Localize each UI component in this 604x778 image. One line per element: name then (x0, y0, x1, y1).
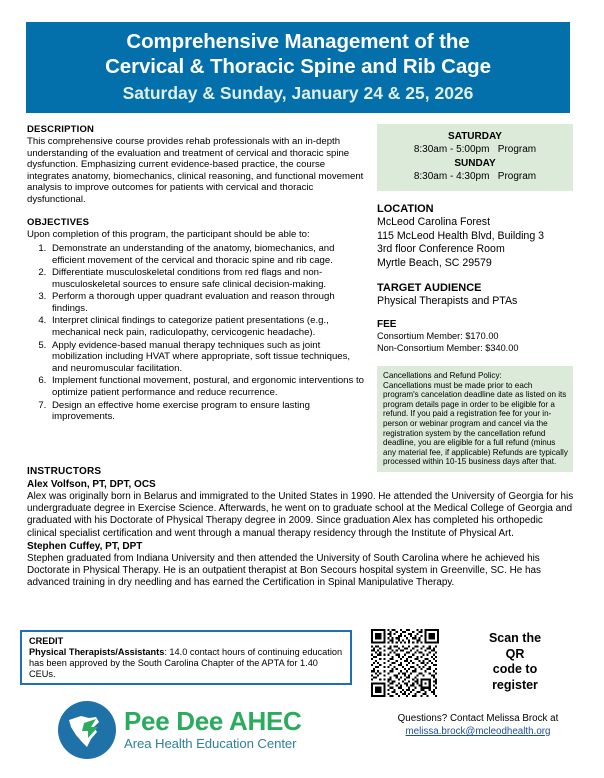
instructor-entry (27, 478, 575, 540)
description-text: This comprehensive course provides rehab professionals with an in-depth understanding of the evaluation and treatment of cervical and thoracic spine dysfunction. Emphasizing current evidence-based practice, the course integrates anatomy, biomechanics, clinical reasoning, and functional movement analysis to improve outcomes for patients with cervical and thoracic dysfunctional. (27, 136, 364, 205)
refund-policy-title: Cancellations and Refund Policy: (383, 371, 502, 380)
schedule-time-value: 8:30am - 4:30pm (413, 171, 490, 182)
credit-bold-lead: Physical Therapists/Assistants (29, 647, 165, 657)
fee-section (377, 319, 573, 355)
list-item: 7. Design an effective home exercise program to ensure lasting improvements. (49, 400, 367, 424)
contact-question: Questions? Contact Melissa Brock at (397, 713, 559, 724)
banner-dates: Saturday & Sunday, January 24 & 25, 2026 (122, 83, 474, 103)
objectives-section (27, 217, 367, 424)
contact-email-link[interactable]: melissa.brock@mcleodhealth.org (405, 726, 551, 737)
scan-line-4: register (492, 677, 538, 692)
scan-line-1: Scan the (488, 631, 542, 645)
scan-line-2: QR (505, 646, 525, 661)
schedule-time-value: 8:30am - 5:00pm (413, 144, 490, 155)
instructor-bio: Stephen graduated from Indiana University and then attended the University of South Carolina where he achieved his Doctorate in Physical Therapy. He is an outpatient therapist at Bon Secours hospital system in Greenville, SC. He has advanced training in dry needling and has earned the Certification in Spinal Manipulative Therapy. (27, 552, 541, 589)
credit-heading: CREDIT (29, 636, 64, 646)
target-audience-section (377, 281, 573, 309)
list-item: 1. Demonstrate an understanding of the anatomy, biomechanics, and efficient movement of the cervical and thoracic spine and rib cage. (49, 243, 367, 267)
credit-body: : 14.0 contact hours of continuing education has been approved by the South Carolina Chapter of the APTA for 1.40 CEUs. (29, 647, 343, 680)
schedule-day-sunday: SUNDAY (454, 158, 496, 169)
banner-title-line2: Cervical & Thoracic Spine and Rib Cage (105, 55, 491, 78)
scan-line-3: code to (492, 662, 538, 676)
pee-dee-ahec-mark-icon (58, 701, 116, 759)
logo-subtitle: Area Health Education Center (124, 736, 297, 751)
instructors-heading: INSTRUCTORS (27, 466, 102, 477)
organization-logo (58, 701, 348, 763)
fee-line-consortium: Consortium Member: $170.00 (377, 331, 499, 341)
logo-title: Pee Dee AHEC (124, 706, 302, 736)
objectives-list (27, 243, 367, 423)
list-item: 2. Differentiate musculoskeletal conditions from red flags and non-musculoskeletal sources to ensure safe clinical decision-making. (49, 267, 367, 291)
description-heading: DESCRIPTION (27, 124, 95, 135)
instructor-bio: Alex was originally born in Belarus and immigrated to the United States in 1990. He attended the University of Georgia for his undergraduate degree in Exercise Science. Afterwards, he went on to graduate school at the Medical College of Georgia and graduated with his Doctorate of Physical Therapy degree in 2009. Since graduation Alex has completed his orthopedic clinical specialist certification and went through a manual therapy residency through the Institute of Physical Art. (27, 491, 574, 539)
target-audience-heading: TARGET AUDIENCE (377, 282, 482, 294)
schedule-day-saturday: SATURDAY (448, 131, 502, 142)
refund-policy-text: Cancellations must be made prior to each program's cancelation deadline date as listed on its program details page in order to be eligible for a refund. If you paid a registration fee for your in-person or webinar program and cancel via the registration system by the cancellation refund deadline, you are eligible for a full refund (minus any material fee, if applicable) Refunds are typically processed within 10-15 business days after that. (383, 380, 568, 467)
instructor-entry (27, 540, 575, 590)
instructors-section (27, 466, 575, 589)
right-column (377, 124, 573, 472)
location-heading: LOCATION (377, 203, 434, 215)
schedule-label: Program (497, 171, 537, 182)
contact-block (358, 712, 598, 738)
header-banner (26, 22, 570, 113)
left-column (27, 124, 367, 424)
location-line-4: Myrtle Beach, SC 29579 (377, 256, 492, 269)
schedule-time-sunday (381, 170, 569, 184)
location-line-3: 3rd floor Conference Room (377, 243, 505, 255)
location-line-2: 115 McLeod Health Blvd, Building 3 (377, 229, 545, 242)
fee-heading: FEE (377, 318, 397, 330)
banner-title-line1: Comprehensive Management of the (126, 30, 470, 53)
logo-wordmark (124, 707, 302, 752)
credit-box (20, 630, 352, 685)
description-section (27, 124, 367, 206)
schedule-time-saturday (381, 143, 569, 157)
refund-policy-box (377, 366, 573, 472)
instructor-name: Alex Volfson, PT, DPT, OCS (27, 479, 156, 490)
list-item: 3. Perform a thorough upper quadrant evaluation and reason through findings. (49, 291, 367, 315)
target-audience-text: Physical Therapists and PTAs (377, 295, 518, 307)
scan-qr-instructions (455, 631, 575, 693)
credit-text (29, 647, 343, 681)
objectives-intro: Upon completion of this program, the participant should be able to: (27, 228, 310, 240)
instructor-name: Stephen Cuffey, PT, DPT (27, 540, 143, 552)
list-item: 5. Apply evidence-based manual therapy techniques such as joint mobilization including HVAT where appropriate, soft tissue techniques, and neuromuscular facilitation. (49, 340, 367, 375)
location-section (377, 202, 573, 270)
fee-line-non-consortium: Non-Consortium Member: $340.00 (377, 342, 519, 353)
objectives-heading: OBJECTIVES (27, 216, 90, 228)
list-item: 6. Implement functional movement, postural, and ergonomic interventions to optimize patient performance and reduce recurrence. (49, 375, 367, 399)
list-item: 4. Interpret clinical findings to categorize patient presentations (e.g., mechanical neck pain, radiculopathy, cervicogenic headache). (49, 315, 367, 339)
location-line-1: McLeod Carolina Forest (377, 216, 491, 228)
schedule-label: Program (497, 144, 537, 155)
qr-code-icon[interactable] (371, 629, 439, 697)
schedule-box (377, 124, 573, 191)
